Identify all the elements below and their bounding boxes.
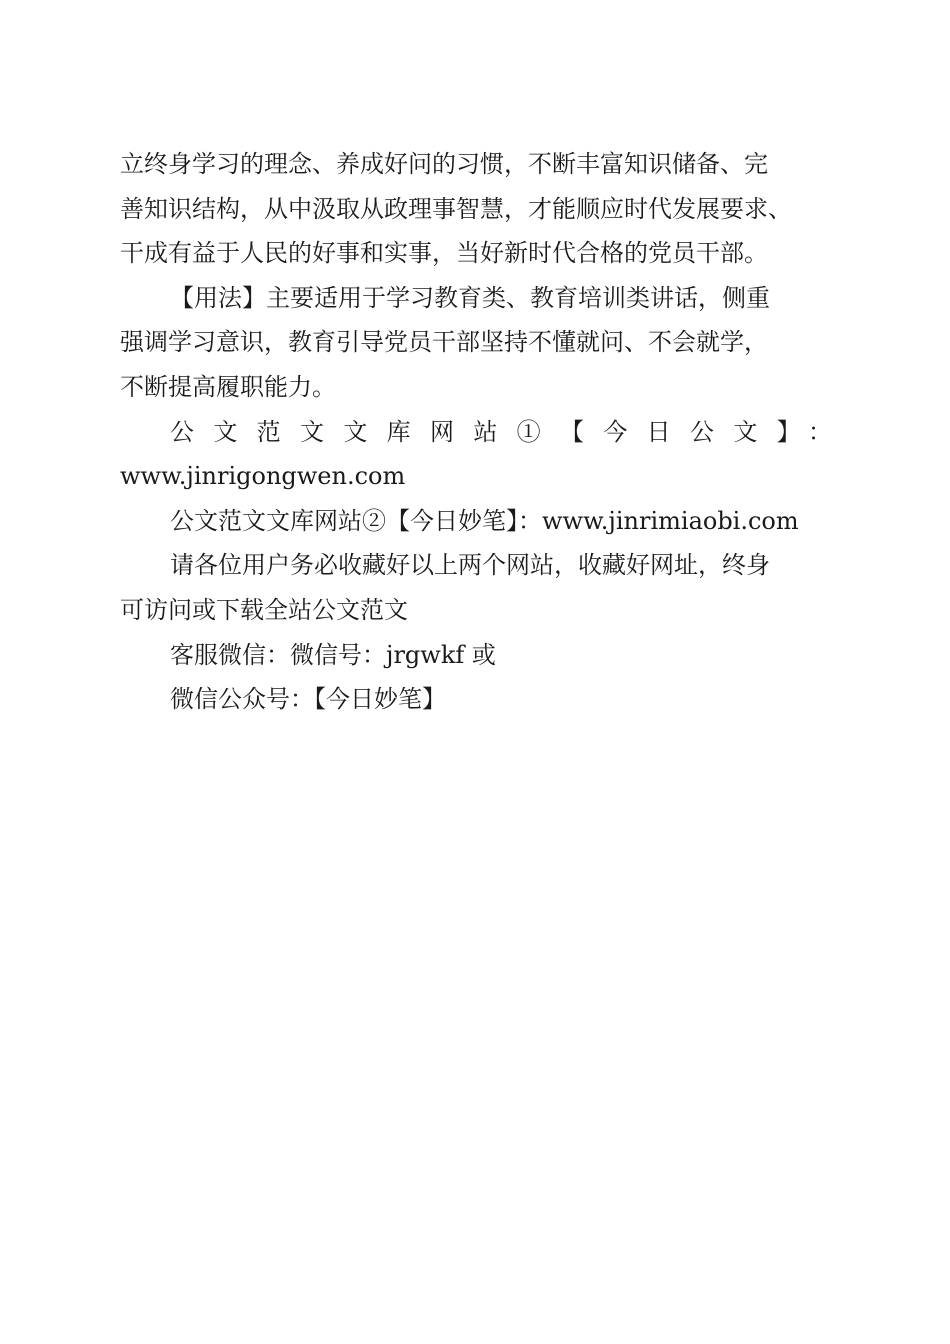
notice-line: 可访问或下载全站公文范文: [120, 595, 408, 624]
wechat-official-line: 微信公众号：【今日妙笔】: [170, 685, 446, 714]
paragraph-line: 善知识结构，从中汲取从政理事智慧，才能顺应时代发展要求、: [120, 194, 792, 223]
paragraph-line: 立终身学习的理念、养成好问的习惯，不断丰富知识储备、完: [120, 150, 768, 178]
site-2-line: 公文范文文库网站②【今日妙笔】：www.jinrimiaobi.com: [170, 506, 799, 535]
usage-line: 强调学习意识，教育引导党员干部坚持不懂就问、不会就学，: [120, 328, 768, 357]
site-1-label: 公文范文文库网站①【今日公文】：: [170, 417, 832, 446]
document-body: [120, 142, 832, 722]
site-1-url: www.jinrigongwen.com: [120, 462, 406, 491]
usage-line: 不断提高履职能力。: [120, 372, 336, 401]
notice-line: 请各位用户务必收藏好以上两个网站，收藏好网址，终身: [170, 551, 770, 580]
paragraph-line: 干成有益于人民的好事和实事，当好新时代合格的党员干部。: [120, 239, 768, 268]
usage-line: 【用法】主要适用于学习教育类、教育培训类讲话，侧重: [170, 283, 770, 312]
site-1-line: [120, 410, 832, 455]
wechat-service-line: 客服微信：微信号：jrgwkf 或: [170, 640, 496, 669]
